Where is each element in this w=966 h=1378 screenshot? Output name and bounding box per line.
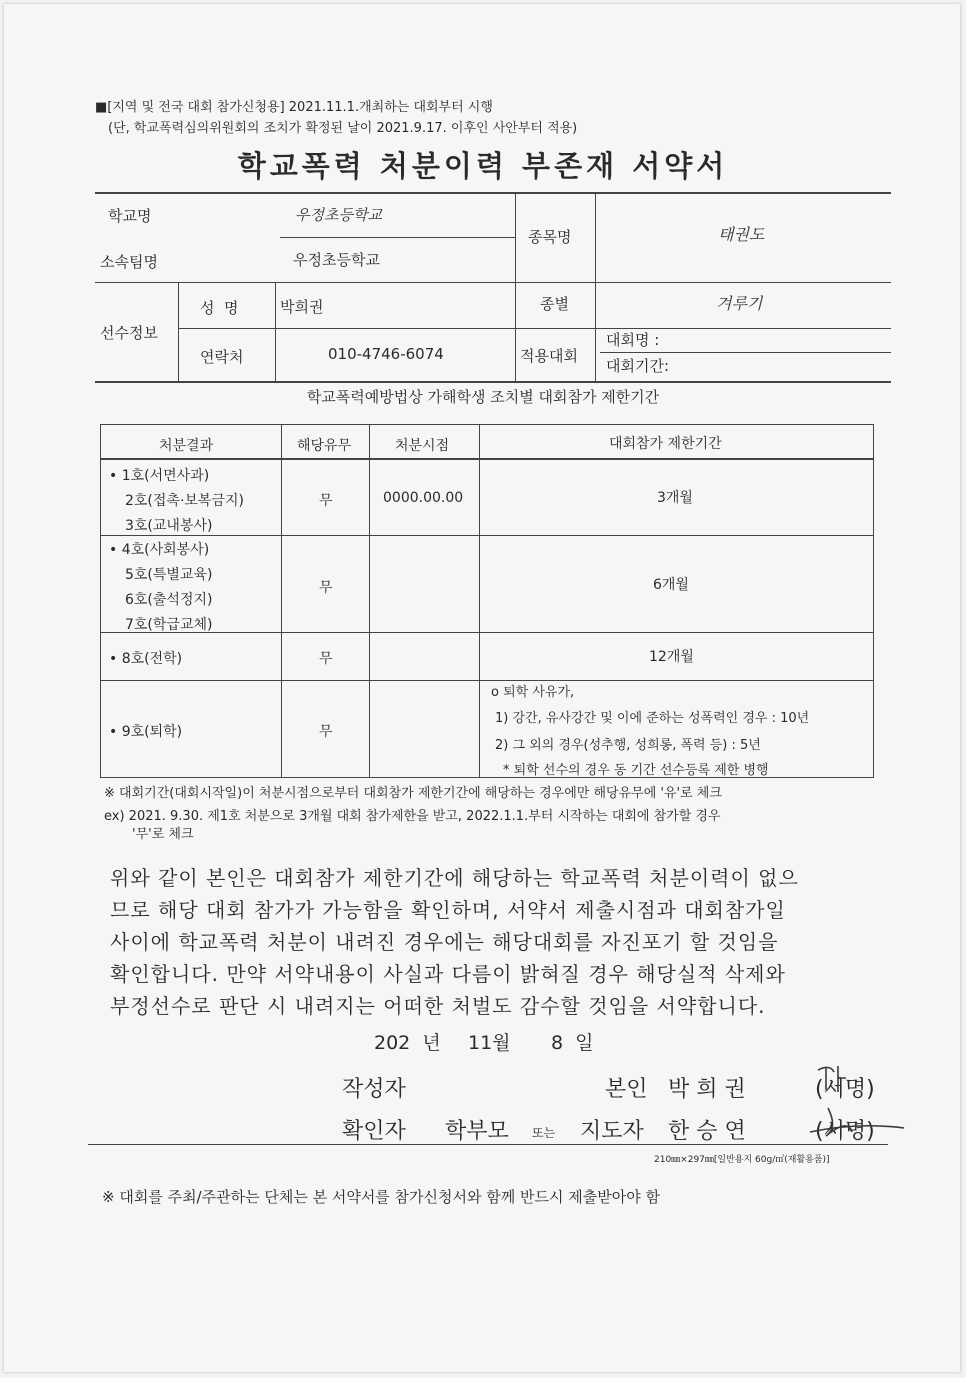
disposition-item: • 4호(사회봉사): [109, 542, 210, 558]
competition-period-field[interactable]: 대회기간:: [606, 357, 670, 375]
handwritten-signature-author: [812, 1060, 852, 1100]
applicable-value[interactable]: 무: [319, 651, 333, 667]
confirmer-sign-field[interactable]: (서명): [815, 1119, 875, 1144]
example-note-cont: '무'로 체크: [132, 827, 194, 842]
confirmer-name: 한 승 연: [668, 1119, 746, 1144]
col-header-result: 처분결과: [159, 438, 214, 454]
col-header-date: 처분시점: [395, 438, 450, 454]
footer-note: ※ 대회를 주최/주관하는 단체는 본 서약서를 참가신청서와 함께 반드시 제출받아야 함: [102, 1188, 660, 1206]
team-label: 소속팀명: [100, 253, 158, 271]
applicable-value[interactable]: 무: [319, 580, 333, 596]
pledge-line: 사이에 학교폭력 처분이 내려진 경우에는 해당대회를 자진포기 할 것임을: [110, 930, 779, 954]
disposition-item: 2호(접촉·보복금지): [125, 493, 244, 509]
player-info-label: 선수정보: [100, 324, 158, 342]
disposition-item: 3호(교내봉사): [125, 518, 213, 534]
handwritten-signature-confirmer: [808, 1098, 908, 1142]
disposition-item: • 1호(서면사과): [109, 468, 210, 484]
paper-size-note: 210㎜×297㎜[일반용지 60g/㎡(재활용품)]: [654, 1155, 830, 1165]
competition-label: 적용대회: [520, 347, 578, 365]
confirmer-role: 지도자: [580, 1119, 644, 1144]
applicable-value[interactable]: 무: [319, 724, 333, 740]
document-title: 학교폭력 처분이력 부존재 서약서: [237, 149, 729, 183]
col-header-period: 대회참가 제한기간: [609, 436, 722, 452]
restriction-period: 3개월: [657, 490, 693, 506]
author-sign-field[interactable]: (서명): [815, 1077, 875, 1102]
restriction-detail-line: 2) 그 외의 경우(성추행, 성희롱, 폭력 등) : 5년: [495, 738, 761, 753]
pledge-line: 확인합니다. 만약 서약내용이 사실과 다름이 밝혀질 경우 해당실적 삭제와: [110, 962, 786, 986]
notice-line-1: ■[지역 및 전국 대회 참가신청용] 2021.11.1.개최하는 대회부터 시행: [95, 100, 493, 115]
disposition-item: 5호(특별교육): [125, 567, 213, 583]
confirmer-parent: 학부모: [445, 1119, 509, 1144]
notice-line-2: (단, 학교폭력심의위원회의 조치가 확정된 날이 2021.9.17. 이후인 사안부터 적용): [108, 121, 578, 136]
sport-value[interactable]: 태권도: [718, 225, 765, 244]
contact-label: 연락처: [200, 348, 244, 366]
date-month[interactable]: 11월: [468, 1032, 511, 1054]
example-note: ex) 2021. 9.30. 제1호 처분으로 3개월 대회 참가제한을 받고, 2022.1.1.부터 시작하는 대회에 참가할 경우: [104, 809, 721, 824]
author-label: 작성자: [342, 1077, 406, 1102]
disposition-item: 7호(학급교체): [125, 617, 213, 633]
disposition-date[interactable]: 0000.00.00: [383, 490, 464, 506]
pledge-line: 므로 해당 대회 참가가 가능함을 확인하며, 서약서 제출시점과 대회참가일: [110, 898, 786, 922]
restriction-period: 12개월: [649, 649, 694, 665]
author-role: 본인: [605, 1077, 648, 1102]
disposition-item: • 8호(전학): [109, 651, 183, 667]
name-value[interactable]: 박희권: [280, 298, 324, 316]
pledge-line: 부정선수로 판단 시 내려지는 어떠한 처벌도 감수할 것임을 서약합니다.: [110, 994, 766, 1018]
restriction-table-title: 학교폭력예방법상 가해학생 조치별 대회참가 제한기간: [306, 388, 660, 406]
restriction-detail-line: o 퇴학 사유가,: [491, 685, 575, 700]
restriction-table: [100, 424, 874, 778]
school-label: 학교명: [108, 207, 152, 225]
col-header-applicable: 해당유무: [297, 438, 352, 454]
bottom-rule: [88, 1144, 888, 1145]
restriction-detail-line: 1) 강간, 유사강간 및 이에 준하는 성폭력인 경우 : 10년: [495, 711, 810, 726]
author-name: 박 희 권: [668, 1077, 746, 1102]
confirmer-or: 또는: [532, 1126, 556, 1140]
confirmer-label: 확인자: [342, 1119, 406, 1144]
date-day[interactable]: 8 일: [551, 1032, 594, 1054]
event-label: 종별: [540, 295, 569, 313]
event-value[interactable]: 겨루기: [716, 294, 763, 313]
team-value[interactable]: 우정초등학교: [293, 251, 380, 269]
name-label: 성 명: [200, 299, 239, 317]
restriction-period: 6개월: [653, 577, 689, 593]
competition-name-field[interactable]: 대회명 :: [606, 331, 660, 349]
disposition-item: 6호(출석정지): [125, 592, 213, 608]
date-year[interactable]: 202 년: [374, 1032, 441, 1054]
check-note: ※ 대회기간(대회시작일)이 처분시점으로부터 대회참가 제한기간에 해당하는 경우에만 해당유무에 '유'로 체크: [104, 786, 722, 801]
applicable-value[interactable]: 무: [319, 493, 333, 509]
restriction-detail-line: * 퇴학 선수의 경우 동 기간 선수등록 제한 병행: [503, 763, 769, 778]
contact-value[interactable]: 010-4746-6074: [328, 345, 444, 363]
pledge-line: 위와 같이 본인은 대회참가 제한기간에 해당하는 학교폭력 처분이력이 없으: [110, 866, 799, 890]
disposition-item: • 9호(퇴학): [109, 724, 183, 740]
sport-label: 종목명: [528, 228, 572, 246]
school-value[interactable]: 우정초등학교: [295, 206, 382, 224]
